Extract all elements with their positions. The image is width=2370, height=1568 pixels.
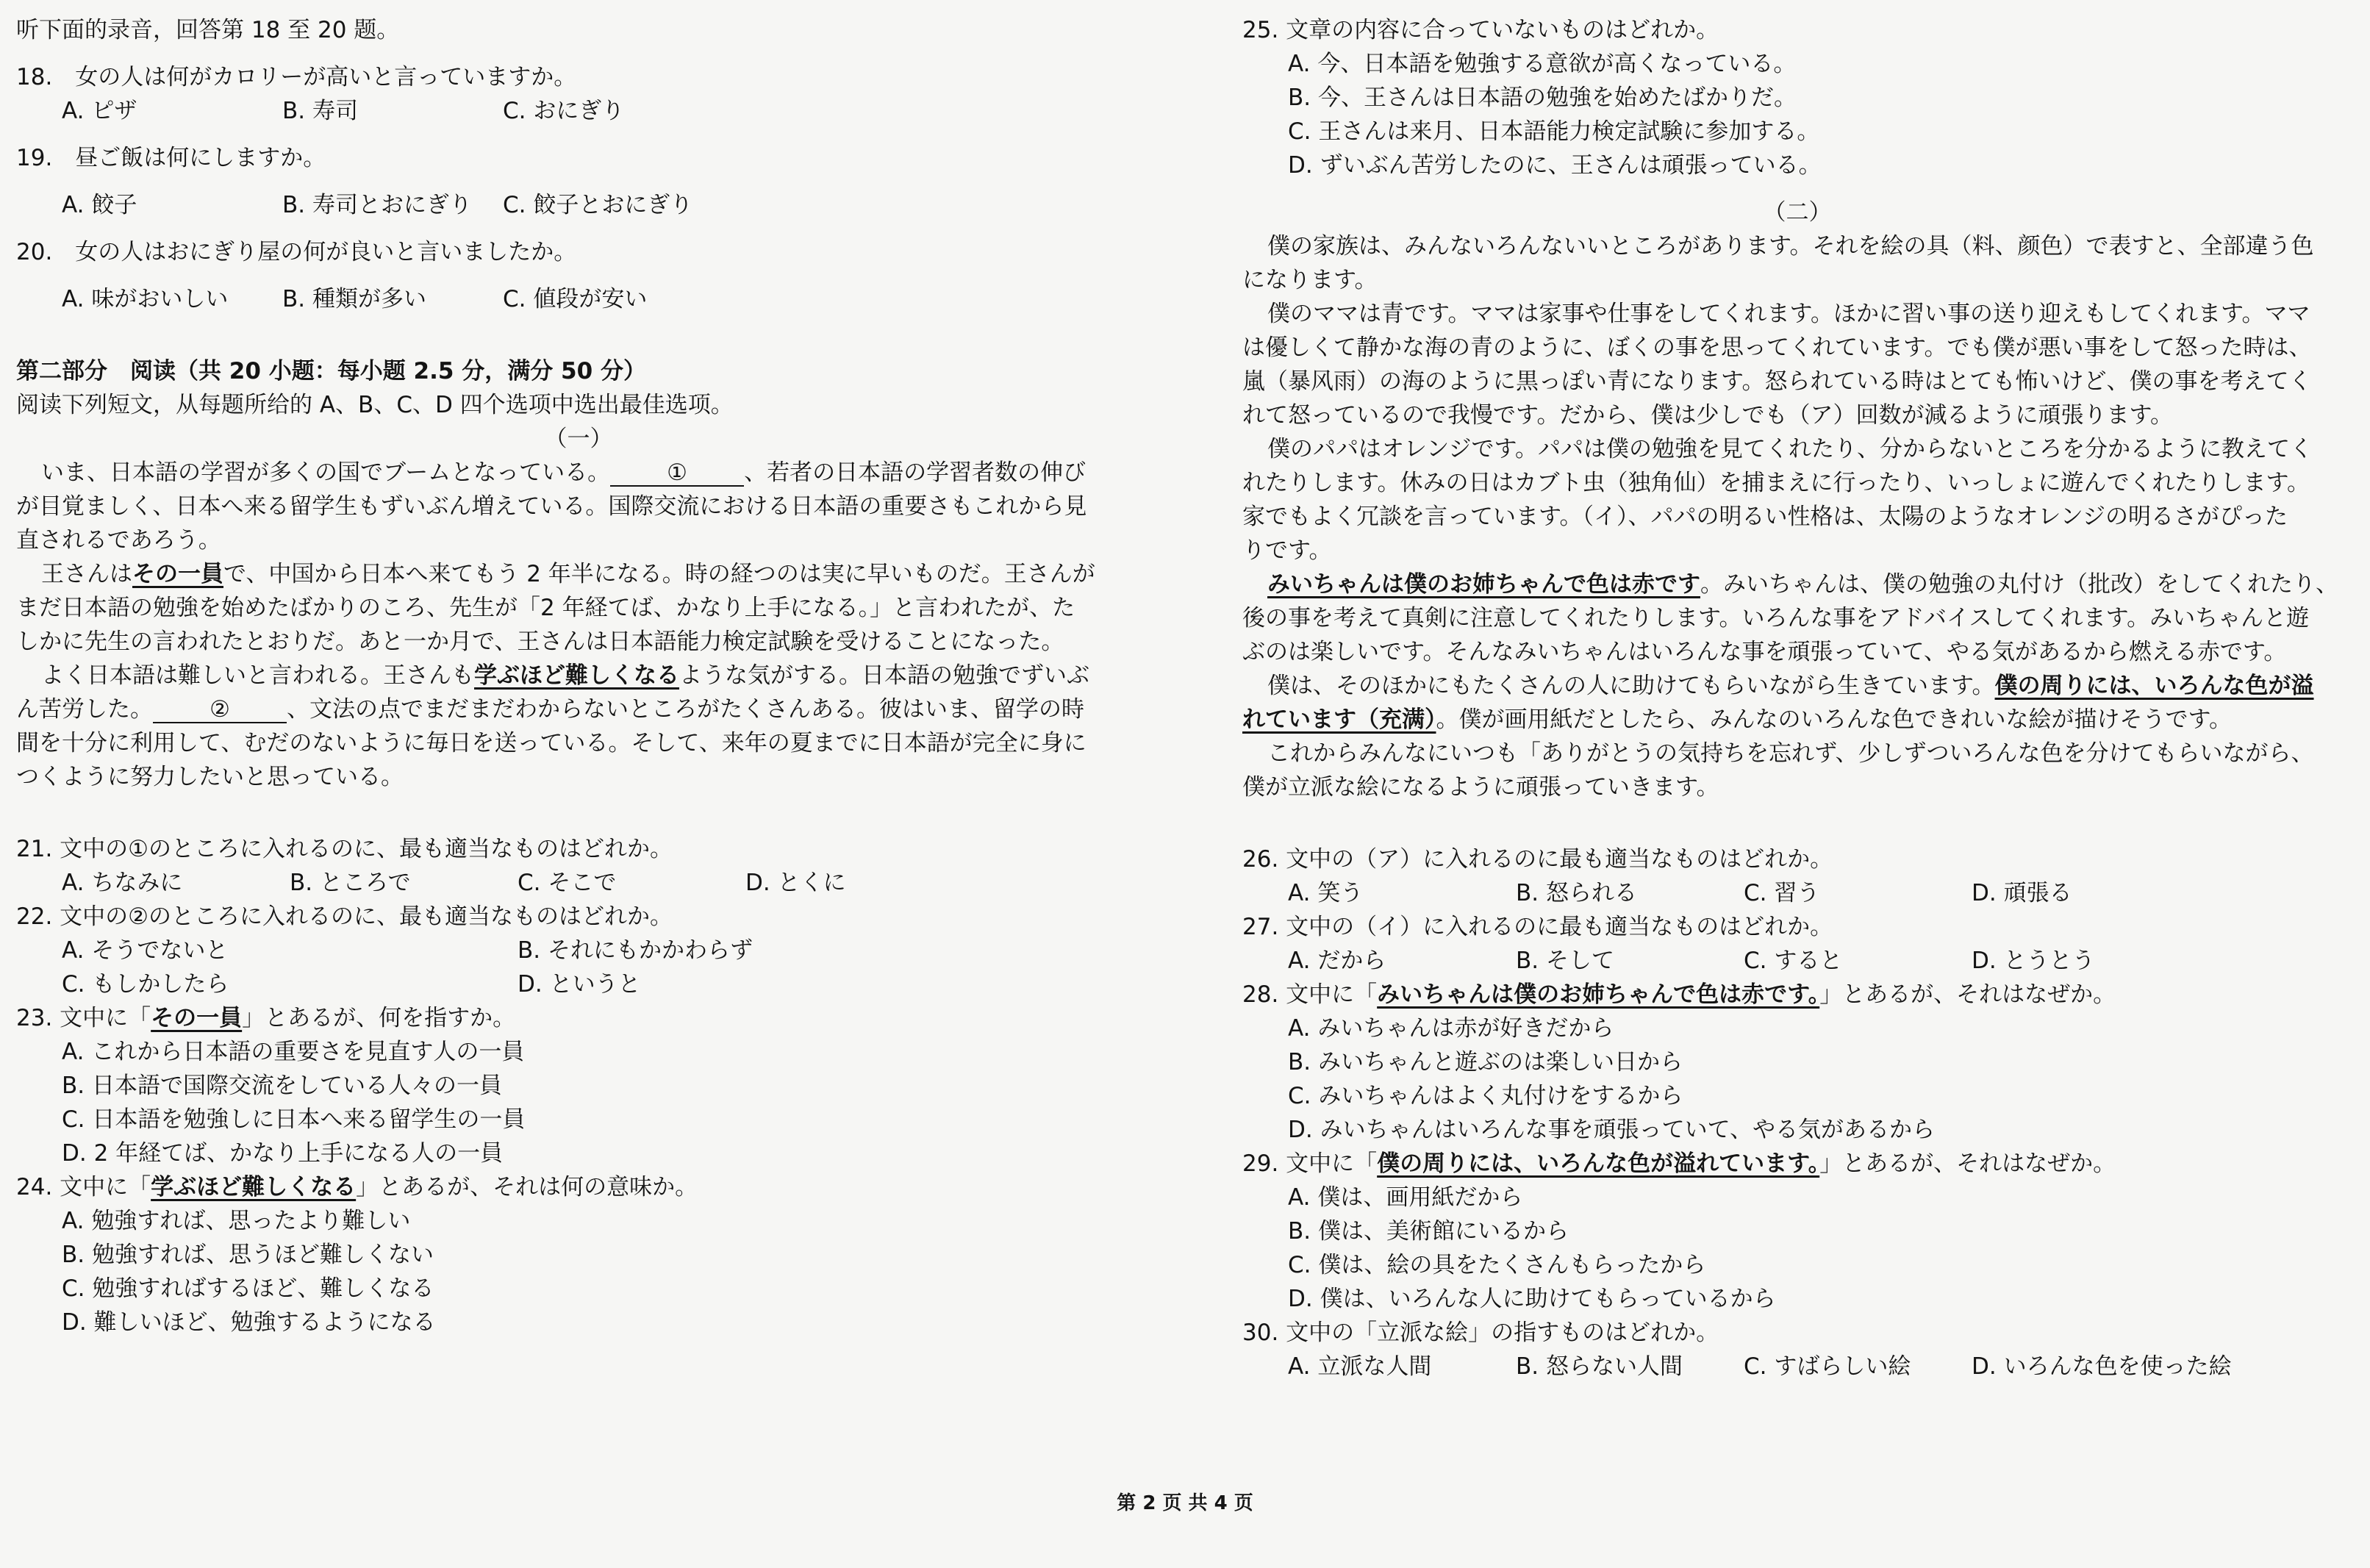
q29-option-c[interactable]: C. 僕は、絵の具をたくさんもらったから (1288, 1252, 1706, 1278)
q23-option-d[interactable]: D. 2 年経てば、かなり上手になる人の一員 (62, 1140, 504, 1167)
passage-2-paragraph-5: 僕は、そのほかにもたくさんの人に助けてもらいながら生きています。僕の周りには、いろんな色が溢 (1267, 673, 2314, 699)
q24-option-b[interactable]: B. 勉強すれば、思うほど難しくない (62, 1242, 434, 1268)
q26-option-a[interactable]: A. 笑う (1288, 880, 1364, 906)
underline-iro-ga-afure: 僕の周りには、いろんな色が溢 (1994, 673, 2314, 699)
q25-option-b[interactable]: B. 今、王さんは日本語の勉強を始めたばかりだ。 (1288, 85, 1797, 111)
q21-option-d[interactable]: D. とくに (745, 870, 846, 896)
q26-option-d[interactable]: D. 頑張る (1972, 880, 2072, 906)
q30-options (1242, 1350, 2352, 1383)
q25-stem: 25. 文章の内容に合っていないものはどれか。 (1242, 17, 1719, 43)
q24-stem: 24. 文中に「学ぶほど難しくなる」とあるが、それは何の意味か。 (16, 1174, 698, 1200)
q20-option-a[interactable]: A. 味がおいしい (62, 286, 229, 312)
q30-option-d[interactable]: D. いろんな色を使った絵 (1972, 1353, 2232, 1380)
q22-stem: 22. 文中の②のところに入れるのに、最も適当なものはどれか。 (16, 903, 673, 930)
q23-option-b[interactable]: B. 日本語で国際交流をしている人々の一員 (62, 1073, 502, 1099)
underline-manabu-hodo: 学ぶほど難しくなる (474, 662, 679, 689)
q22-option-c[interactable]: C. もしかしたら (62, 971, 229, 998)
q23-stem: 23. 文中に「その一員」とあるが、何を指すか。 (16, 1005, 516, 1031)
q29-stem: 29. 文中に「僕の周りには、いろんな色が溢れています。」とあるが、それはなぜか。 (1242, 1150, 2116, 1177)
q19-option-b[interactable]: B. 寿司とおにぎり (282, 192, 472, 218)
q26-option-c[interactable]: C. 習う (1744, 880, 1820, 906)
q23-option-c[interactable]: C. 日本語を勉強しに日本へ来る留学生の一員 (62, 1106, 526, 1133)
q24-option-a[interactable]: A. 勉強すれば、思ったより難しい (62, 1208, 411, 1234)
q18-option-b[interactable]: B. 寿司 (282, 98, 358, 124)
right-column: 25. 文章の内容に合っていないものはどれか。 A. 今、日本語を勉強する意欲が高くなっている。 B. 今、王さんは日本語の勉強を始めたばかりだ。 C. 王さんは来月、日本語能力検定試験に参加する。 D. ずいぶん苦労したのに、王さんは頑張っている。 （二） 僕の家族は、みんないろんないいところがあります。それを絵の具（料、颜色）で表すと、全部違う色 になります。 僕のママは青です。ママは家事や仕事をしてくれます。ほかに習い事の送り迎えもしてくれます。ママ は優しくて静かな海の青のように、ぼくの事を思ってくれています。でも僕が悪い事をして怒った時は、 嵐（暴风雨）の海のように黒っぽい青になります。怒られている時はとても怖いけど、僕の事を考えてく れて怒っているので我慢です。だから、僕は少しでも（ア）回数が減るように頑張ります。 僕のパパはオレンジです。パパは僕の勉強を見てくれたり、分からないところを分かるように教えてく れたりします。休みの日はカブト虫（独角仙）を捕まえに行ったり、いっしょに遊んでくれたりします。 家でもよく冗談を言っています。（イ）、パパの明るい性格は、太陽のようなオレンジの明るさがぴった りです。 みいちゃんは僕のお姉ちゃんで色は赤です。みいちゃんは、僕の勉強の丸付け（批改）をしてくれたり、 後の事を考えて真剣に注意してくれたりします。いろんな事をアドバイスしてくれます。みいちゃんと遊 ぶのは楽しいです。そんなみいちゃんはいろんな事を頑張っていて、やる気があるから燃える赤です。 僕は、そのほかにもたくさんの人に助けてもらいながら生きています。僕の周りには、いろんな色が溢 れています（充满）。僕が画用紙だとしたら、みんなのいろんな色できれいな絵が描けそうです。 これからみんなにいつも「ありがとうの気持ちを忘れず、少しずついろんな色を分けてもらいながら、 僕が立派な絵になるように頑張っていきます。 26. 文中の（ア）に入れるのに最も適当なものはどれか。 A. 笑う B. 怒られる C. 習う D. 頑張る 27. 文中の（イ）に入れるのに最も適当なものはどれか。 A. だから B. そして C. すると D. とうとう 28. 文中に「みいちゃんは僕のお姉ちゃんで色は赤です。」とあるが、それはなぜか。 A. みいちゃんは赤が好きだから B. みいちゃんと遊ぶのは楽しい日から C. みいちゃんはよく丸付けをするから D. みいちゃんはいろんな事を頑張っていて、やる気があるから 29. 文中に「僕の周りには、いろんな色が溢れています。」とあるが、それはなぜか。 A. 僕は、画用紙だから B. 僕は、美術館にいるから C. 僕は、絵の具をたくさんもらったから D. 僕は、いろんな人に助けてもらっているから 30. 文中の「立派な絵」の指すものはどれか。 A. 立派な人間 B. 怒らない人間 C. すばらしい絵 D. いろんな色を使った絵 (1242, 13, 2352, 1383)
q28-option-a[interactable]: A. みいちゃんは赤が好きだから (1288, 1015, 1614, 1042)
q20-options (16, 282, 1141, 316)
q23-option-a[interactable]: A. これから日本語の重要さを見直す人の一員 (62, 1039, 525, 1065)
q19-option-a[interactable]: A. 餃子 (62, 192, 137, 218)
q28-stem: 28. 文中に「みいちゃんは僕のお姉ちゃんで色は赤です。」とあるが、それはなぜか。 (1242, 981, 2116, 1008)
q30-option-b[interactable]: B. 怒らない人間 (1516, 1353, 1683, 1380)
listening-instruction: 听下面的录音，回答第 18 至 20 题。 (16, 17, 400, 43)
q22-options-row-1 (16, 934, 1141, 967)
q20-stem: 20. 女の人はおにぎり屋の何が良いと言いましたか。 (16, 239, 577, 265)
q29-option-d[interactable]: D. 僕は、いろんな人に助けてもらっているから (1288, 1286, 1776, 1312)
q20-option-c[interactable]: C. 値段が安い (503, 286, 648, 312)
q19-stem: 19. 昼ご飯は何にしますか。 (16, 145, 326, 171)
q30-option-c[interactable]: C. すばらしい絵 (1744, 1353, 1911, 1380)
q18-stem: 18. 女の人は何がカロリーが高いと言っていますか。 (16, 64, 577, 90)
passage-1-title: （一） (544, 426, 613, 452)
q21-option-b[interactable]: B. ところで (290, 870, 411, 896)
q25-option-d[interactable]: D. ずいぶん苦労したのに、王さんは頑張っている。 (1288, 152, 1822, 179)
q21-option-a[interactable]: A. ちなみに (62, 870, 183, 896)
underline-sono-ichiin: その一員 (132, 561, 223, 587)
passage-1-paragraph-1: いま、日本語の学習が多くの国でブームとなっている。 ① 、若者の日本語の学習者数の伸び (41, 459, 1086, 486)
blank-1: ① (610, 460, 744, 487)
q28-option-d[interactable]: D. みいちゃんはいろんな事を頑張っていて、やる気があるから (1288, 1117, 1935, 1143)
page-number: 第 2 页 共 4 页 (1117, 1492, 1253, 1514)
q24-option-c[interactable]: C. 勉強すればするほど、難しくなる (62, 1275, 434, 1302)
q30-stem: 30. 文中の「立派な絵」の指すものはどれか。 (1242, 1320, 1719, 1346)
q21-stem: 21. 文中の①のところに入れるのに、最も適当なものはどれか。 (16, 836, 673, 862)
q30-option-a[interactable]: A. 立派な人間 (1288, 1353, 1432, 1380)
q25-option-a[interactable]: A. 今、日本語を勉強する意欲が高くなっている。 (1288, 51, 1797, 77)
q27-option-b[interactable]: B. そして (1516, 948, 1614, 974)
q27-options (1242, 944, 2352, 978)
section-title: 第二部分 阅读（共 20 小题：每小题 2.5 分，满分 50 分） (16, 358, 646, 384)
q22-option-a[interactable]: A. そうでないと (62, 937, 229, 964)
left-column: 听下面的录音，回答第 18 至 20 题。 18. 女の人は何がカロリーが高いと言っていますか。 A. ピザ B. 寿司 C. おにぎり 19. 昼ご飯は何にしますか。 A. 餃子 B. 寿司とおにぎり C. 餃子とおにぎり 20. 女の人はおにぎり屋の何が良いと言いましたか。 A. 味がおいしい B. 種類が多い C. 値段が安い 第二部分 阅读（共 20 小题：每小题 2.5 分，满分 50 分） 阅读下列短文，从每题所给的 A、B、C、D 四个选项中选出最佳选项。 （一） いま、日本語の学習が多くの国でブームとなっている。 ① 、若者の日本語の学習者数の伸び が目覚ましく、日本へ来る留学生もずいぶん増えている。国際交流における日本語の重要さもこれから見 直されるであろう。 王さんはその一員で、中国から日本へ来てもう 2 年半になる。時の経つのは実に早いものだ。王さんが まだ日本語の勉強を始めたばかりのころ、先生が「2 年経てば、かなり上手になる。」と言われたが、た しかに先生の言われたとおりだ。あと一か月で、王さんは日本語能力検定試験を受けることになった。 よく日本語は難しいと言われる。王さんも学ぶほど難しくなるような気がする。日本語の勉強でずいぶ ん苦労した。 ② 、文法の点でまだまだわからないところがたくさんある。彼はいま、留学の時 間を十分に利用して、むだのないように毎日を送っている。そして、来年の夏までに日本語が完全に身に つくように努力したいと思っている。 21. 文中の①のところに入れるのに、最も適当なものはどれか。 A. ちなみに B. ところで C. そこで D. とくに 22. 文中の②のところに入れるのに、最も適当なものはどれか。 A. そうでないと B. それにもかかわらず C. もしかしたら D. というと 23. 文中に「その一員」とあるが、何を指すか。 A. これから日本語の重要さを見直す人の一員 B. 日本語で国際交流をしている人々の一員 C. 日本語を勉強しに日本へ来る留学生の一員 D. 2 年経てば、かなり上手になる人の一員 24. 文中に「学ぶほど難しくなる」とあるが、それは何の意味か。 A. 勉強すれば、思ったより難しい B. 勉強すれば、思うほど難しくない C. 勉強すればするほど、難しくなる D. 難しいほど、勉強するようになる (16, 13, 1141, 1339)
blank-2: ② (153, 697, 287, 723)
q26-option-b[interactable]: B. 怒られる (1516, 880, 1637, 906)
q19-option-c[interactable]: C. 餃子とおにぎり (503, 192, 693, 218)
q20-option-b[interactable]: B. 種類が多い (282, 286, 426, 312)
q28-option-c[interactable]: C. みいちゃんはよく丸付けをするから (1288, 1083, 1683, 1109)
q18-option-c[interactable]: C. おにぎり (503, 98, 625, 124)
q26-options (1242, 876, 2352, 910)
section-instruction: 阅读下列短文，从每题所给的 A、B、C、D 四个选项中选出最佳选项。 (16, 392, 734, 418)
q19-options (16, 188, 1141, 222)
q27-option-c[interactable]: C. すると (1744, 948, 1843, 974)
passage-2-paragraph-3: 僕のパパはオレンジです。パパは僕の勉強を見てくれたり、分からないところを分かるように教えてく (1267, 436, 2313, 462)
q27-option-d[interactable]: D. とうとう (1972, 948, 2095, 974)
q22-option-d[interactable]: D. というと (518, 971, 641, 998)
passage-2-title: （二） (1763, 199, 1832, 226)
passage-1-paragraph-3: よく日本語は難しいと言われる。王さんも学ぶほど難しくなるような気がする。日本語の勉強でずいぶ (41, 662, 1089, 689)
q25-option-c[interactable]: C. 王さんは来月、日本語能力検定試験に参加する。 (1288, 118, 1820, 145)
q29-option-b[interactable]: B. 僕は、美術館にいるから (1288, 1218, 1569, 1245)
q24-option-d[interactable]: D. 難しいほど、勉強するようになる (62, 1309, 436, 1336)
q22-option-b[interactable]: B. それにもかかわらず (518, 937, 753, 964)
q18-options (16, 94, 1141, 128)
q26-stem: 26. 文中の（ア）に入れるのに最も適当なものはどれか。 (1242, 846, 1833, 873)
q18-option-a[interactable]: A. ピザ (62, 98, 137, 124)
q21-options (16, 866, 1141, 900)
passage-2-paragraph-2: 僕のママは青です。ママは家事や仕事をしてくれます。ほかに習い事の送り迎えもしてくれます。ママ (1267, 301, 2310, 327)
passage-1-paragraph-2: 王さんはその一員で、中国から日本へ来てもう 2 年半になる。時の経つのは実に早いものだ。王さんが (41, 561, 1095, 587)
q22-options-row-2 (16, 967, 1141, 1001)
underline-miichan: みいちゃんは僕のお姉ちゃんで色は赤です (1267, 571, 1700, 598)
q27-option-a[interactable]: A. だから (1288, 948, 1386, 974)
q28-option-b[interactable]: B. みいちゃんと遊ぶのは楽しい日から (1288, 1049, 1683, 1075)
q29-option-a[interactable]: A. 僕は、画用紙だから (1288, 1184, 1523, 1211)
passage-2-paragraph-6: これからみんなにいつも「ありがとうの気持ちを忘れず、少しずついろんな色を分けてもらいながら、 (1267, 740, 2314, 767)
q27-stem: 27. 文中の（イ）に入れるのに最も適当なものはどれか。 (1242, 914, 1833, 940)
q21-option-c[interactable]: C. そこで (518, 870, 617, 896)
passage-2-paragraph-4: みいちゃんは僕のお姉ちゃんで色は赤です。みいちゃんは、僕の勉強の丸付け（批改）をしてくれたり、 (1267, 571, 2338, 598)
passage-2-paragraph-1: 僕の家族は、みんないろんないいところがあります。それを絵の具（料、颜色）で表すと、全部違う色 (1267, 233, 2314, 259)
